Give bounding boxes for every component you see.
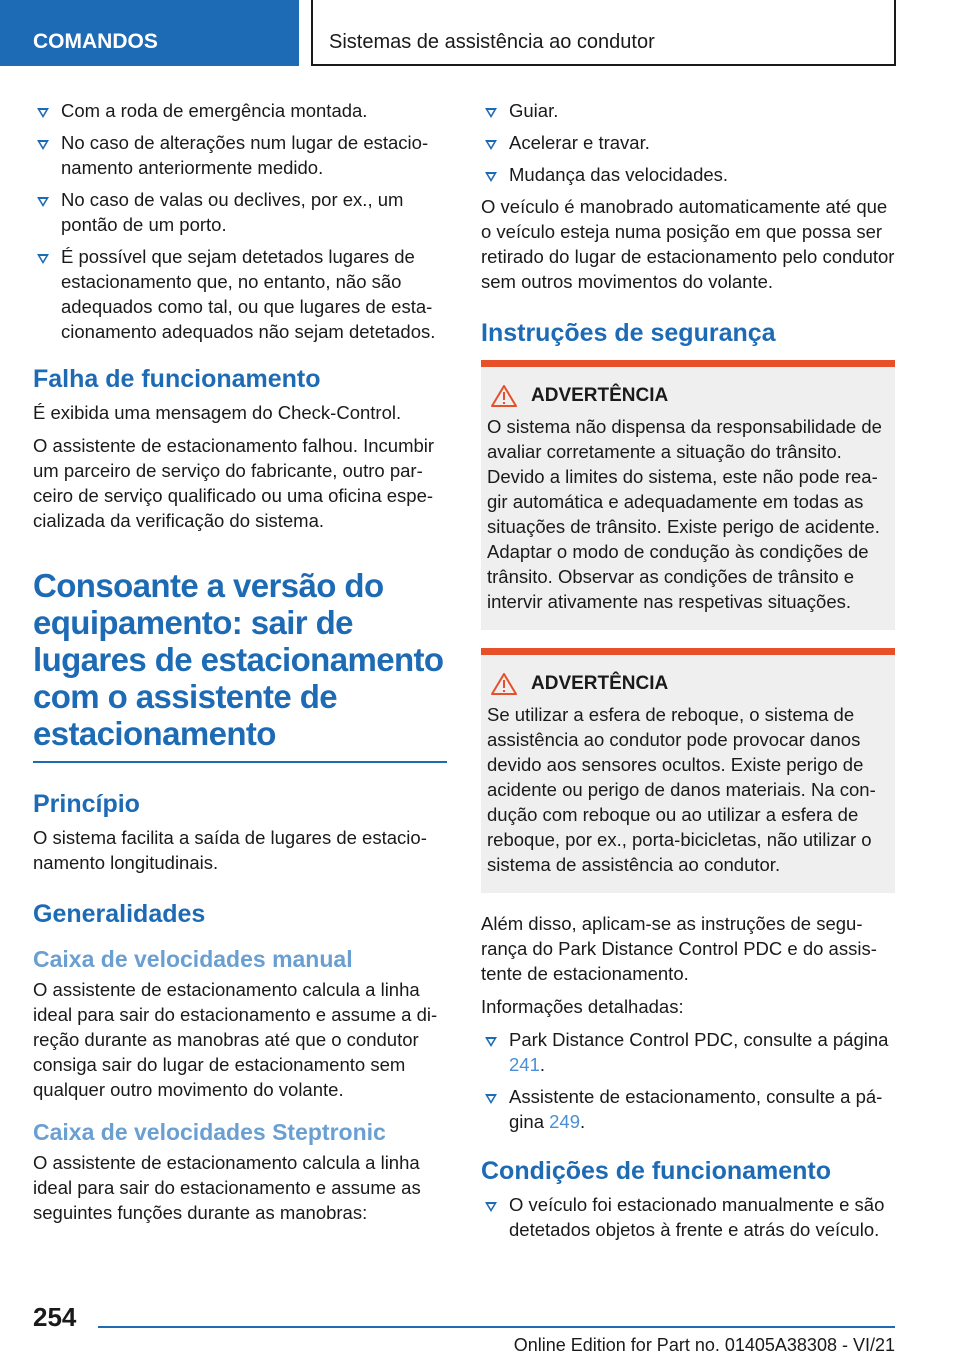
page-link[interactable]: 249 (549, 1111, 580, 1132)
triangle-bullet-icon (485, 140, 497, 150)
page-number: 254 (33, 1302, 77, 1332)
triangle-bullet-icon (485, 1094, 497, 1104)
heading-principle: Princípio (33, 790, 140, 818)
triangle-bullet-icon (37, 140, 49, 150)
bullet-list-references (481, 1027, 895, 1134)
triangle-bullet-icon (485, 172, 497, 182)
heading-safety: Instruções de segurança (481, 319, 776, 347)
triangle-bullet-icon (37, 197, 49, 207)
bullet-list-conditions (33, 98, 447, 344)
paragraph: O sistema facilita a saída de lugares de estacionamento longitudinais. (33, 827, 427, 873)
edition-note: Online Edition for Part no. 01405A38308 - VI/21 (513, 1335, 895, 1355)
list-item: No caso de valas ou declives, por ex., um pontão de um porto. (33, 187, 447, 237)
warning-title: ADVERTÊNCIA (531, 385, 669, 406)
left-column (33, 98, 447, 1233)
triangle-bullet-icon (485, 108, 497, 118)
bullet-list-operating-conditions (481, 1192, 895, 1242)
triangle-bullet-icon (485, 1037, 497, 1047)
heading-manual-gearbox: Caixa de velocidades manual (33, 946, 353, 972)
warning-text: O sistema não dispensa da responsabilidade de avaliar corretamente a situação do trânsito. Devido a limites do sistema, este não pode reagir automática e adequadamente em todas as situações de trânsito. Existe perigo de acidente. Adaptar o modo de condução às condições de trânsito. Observar as condições de trânsito e intervir ativamente nas respetivas situações. (487, 416, 882, 612)
list-item: Assistente de estacionamento, consulte a página 249. (481, 1084, 895, 1134)
heading-general: Generalidades (33, 900, 206, 928)
list-item: É possível que sejam detetados lugares de estacionamento que, no entanto, não são adequados como tal, ou que lugares de estacionamento adequados não sejam detetados. (33, 244, 447, 344)
page-header (0, 0, 960, 66)
list-item: Park Distance Control PDC, consulte a página 241. (481, 1027, 895, 1077)
warning-title: ADVERTÊNCIA (531, 673, 669, 694)
list-item: Guiar. (481, 98, 895, 123)
list-item: Com a roda de emergência montada. (33, 98, 447, 123)
list-item: Mudança das velocidades. (481, 162, 895, 187)
warning-header (487, 383, 887, 408)
paragraph: O assistente de estacionamento falhou. Incumbir um parceiro de serviço do fabricante, outro parceiro de serviço qualificado ou uma oficina especializada da verificação do sistema. (33, 435, 435, 531)
triangle-bullet-icon (37, 108, 49, 118)
paragraph: O veículo é manobrado automaticamente até que o veículo esteja numa posição em que possa ser retirado do lugar de estacionamento pelo condutor sem outros movimentos do volante. (481, 196, 895, 292)
warning-triangle-icon (491, 385, 517, 407)
paragraph: Além disso, aplicam-se as instruções de segurança do Park Distance Control PDC e do assistente de estacionamento. (481, 913, 877, 984)
heading-steptronic: Caixa de velocidades Steptronic (33, 1119, 386, 1145)
main-heading: Consoante a versão do equipamento: sair de lugares de estacionamento com o assistente de estacionamento (33, 567, 447, 763)
paragraph: Informações detalhadas: (481, 996, 684, 1017)
heading-malfunction: Falha de funcionamento (33, 365, 321, 393)
list-item: Acelerar e travar. (481, 130, 895, 155)
chapter-tab[interactable]: Sistemas de assistência ao condutor (311, 0, 896, 66)
heading-conditions: Condições de funcionamento (481, 1157, 832, 1185)
paragraph: O assistente de estacionamento calcula a linha ideal para sair do estacionamento e assume a direção durante as manobras até que o condutor consiga sair do lugar de estacionamento sem qualquer outro movimento do volante. (33, 979, 438, 1100)
warning-triangle-icon (491, 673, 517, 695)
warning-box (481, 648, 895, 893)
paragraph: É exibida uma mensagem do Check-Control. (33, 402, 402, 423)
footer-divider (98, 1326, 895, 1328)
paragraph: O assistente de estacionamento calcula a linha ideal para sair do estacionamento e assume as seguintes funções durante as manobras: (33, 1152, 421, 1223)
bullet-list-functions (481, 98, 895, 187)
warning-text: Se utilizar a esfera de reboque, o sistema de assistência ao condutor pode provocar danos devido aos sensores ocultos. Existe perigo de acidente ou perigo de danos materiais. Na condução com reboque ou ao utilizar a esfera de reboque, por ex., porta-bicicletas, não utilizar o sistema de assistência ao condutor. (487, 704, 876, 875)
list-item: No caso de alterações num lugar de estacionamento anteriormente medido. (33, 130, 447, 180)
warning-header (487, 671, 887, 696)
page-link[interactable]: 241 (509, 1054, 540, 1075)
triangle-bullet-icon (37, 254, 49, 264)
triangle-bullet-icon (485, 1202, 497, 1212)
section-tab[interactable]: COMANDOS (0, 0, 299, 66)
warning-box (481, 360, 895, 630)
list-item: O veículo foi estacionado manualmente e são detetados objetos à frente e atrás do veículo. (481, 1192, 895, 1242)
right-column (481, 98, 895, 1249)
